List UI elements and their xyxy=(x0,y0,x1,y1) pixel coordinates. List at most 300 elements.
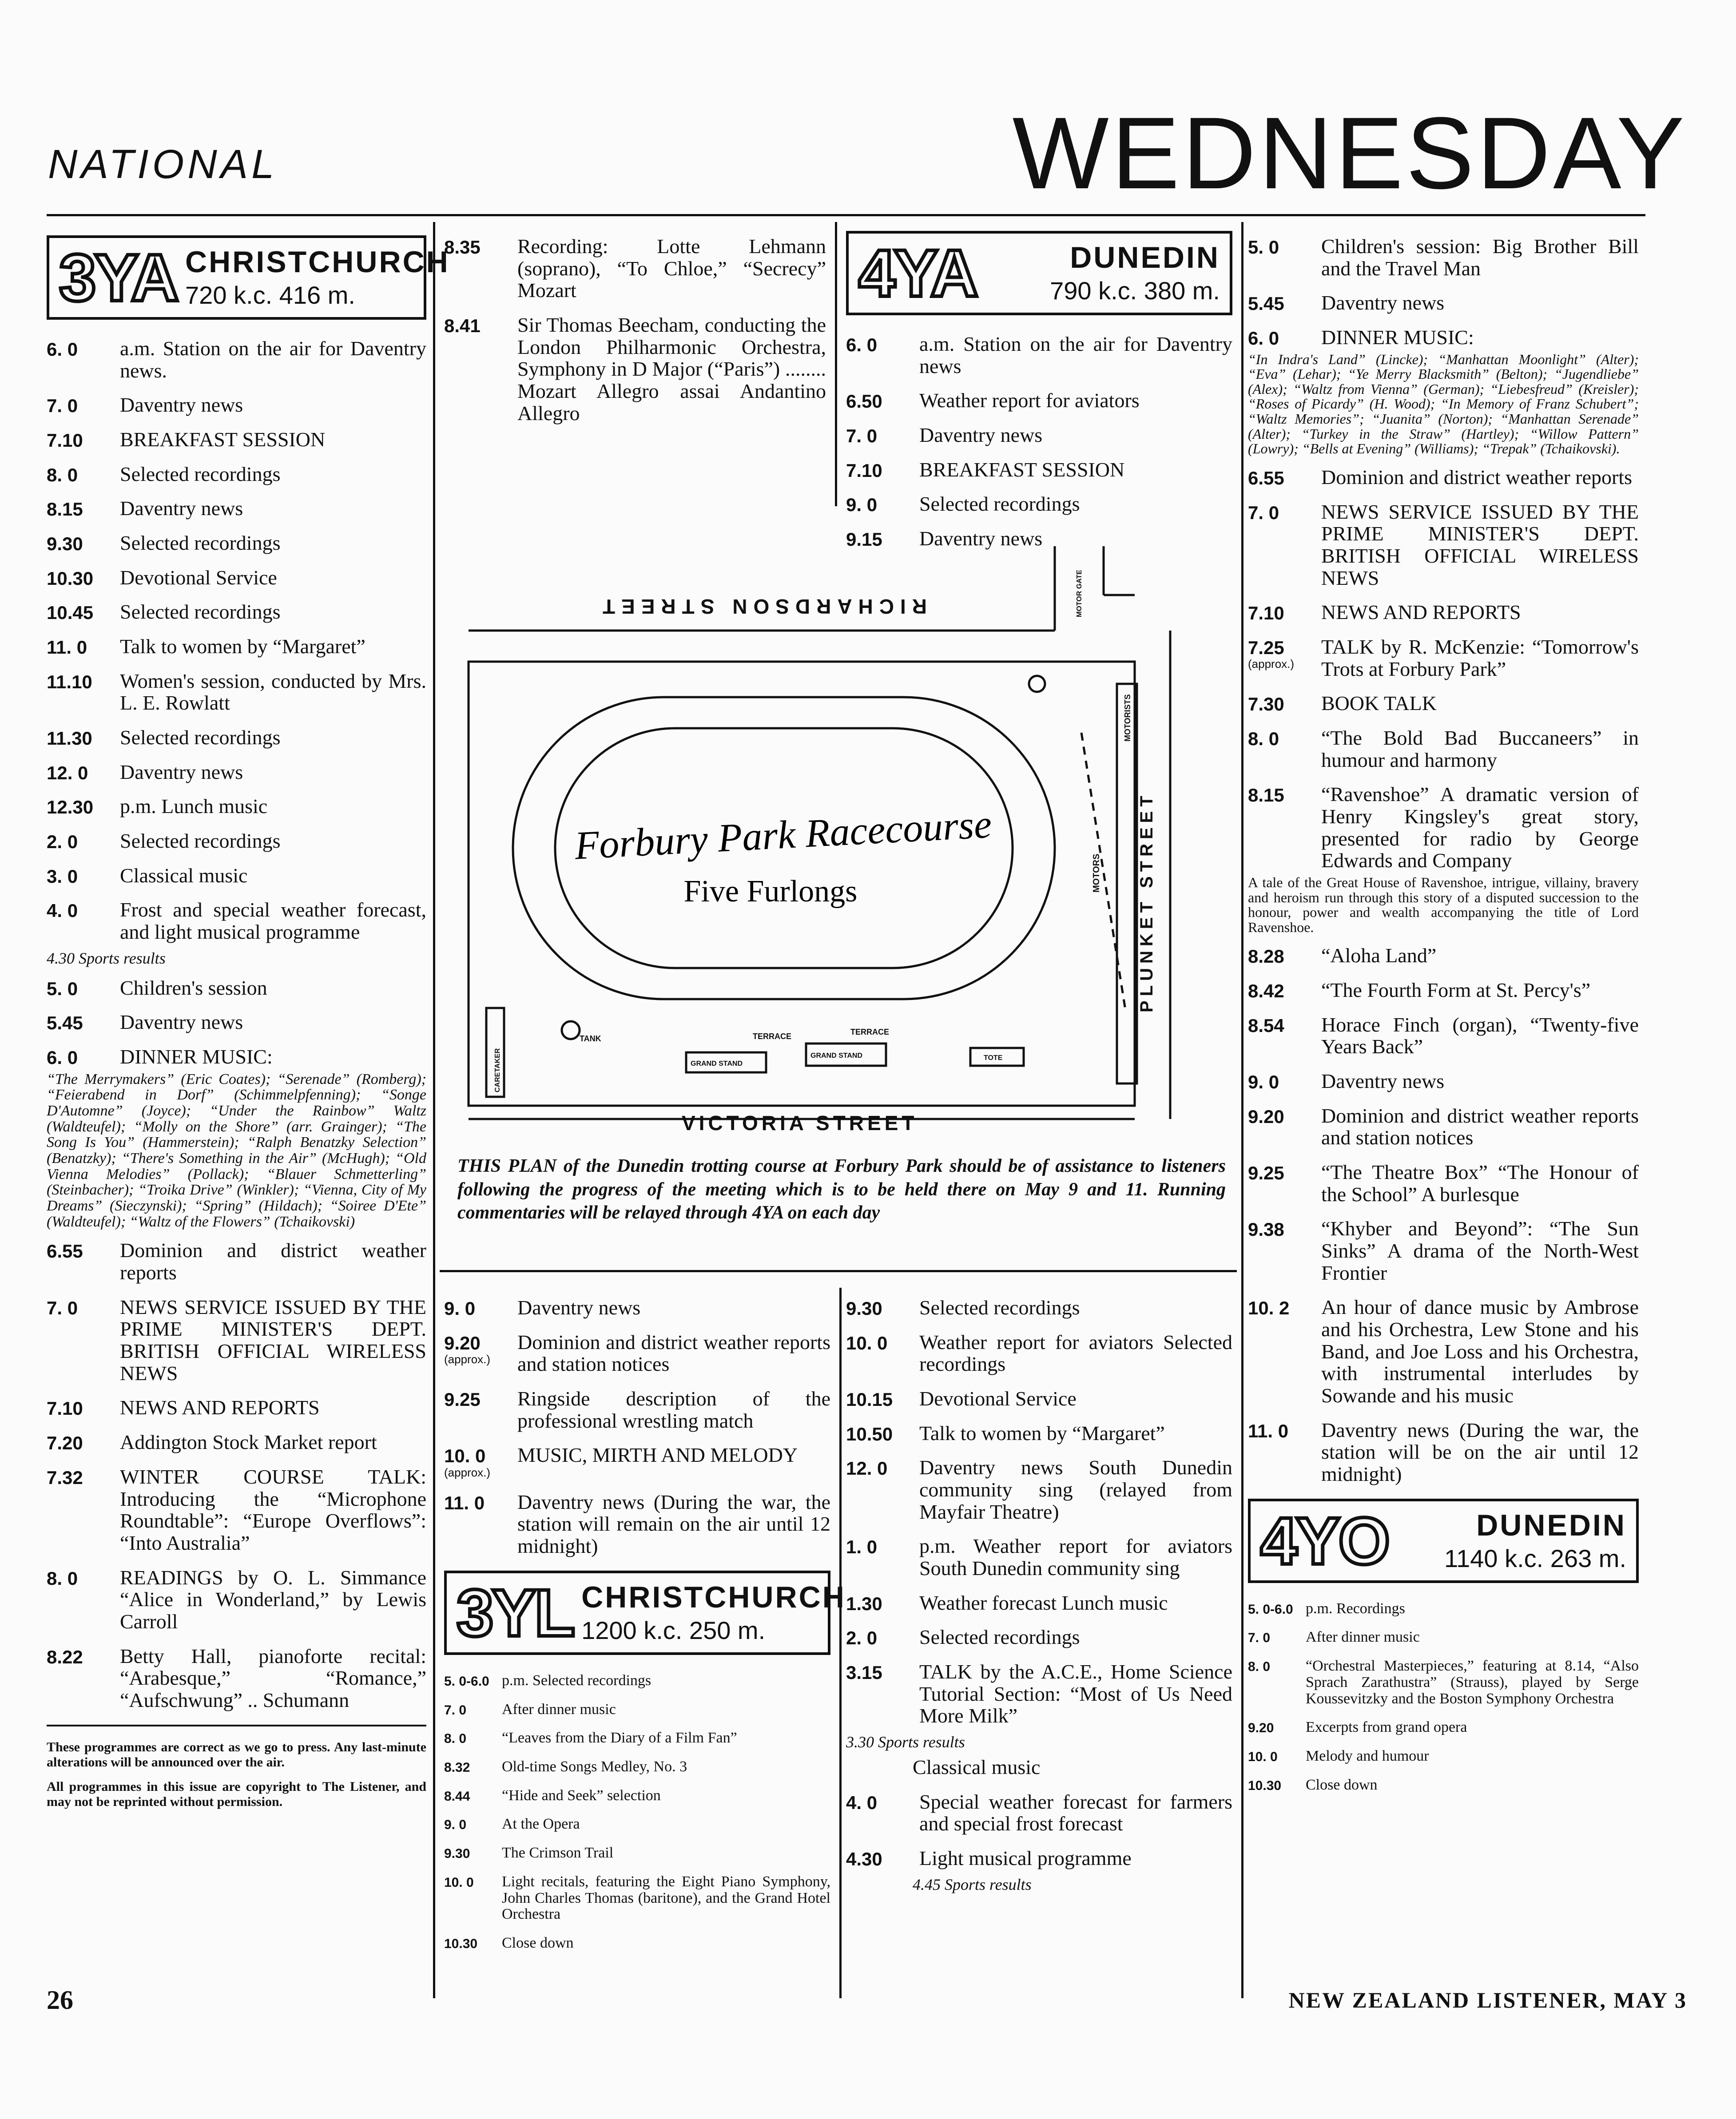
station-call: 3YL xyxy=(457,1575,574,1650)
entry-time: 8.44 xyxy=(444,1789,470,1804)
schedule-entry xyxy=(846,1535,1232,1579)
schedule-entry xyxy=(47,899,426,943)
map-subtitle: Five Furlongs xyxy=(683,874,858,909)
station-frequency: 1140 k.c. 263 m. xyxy=(1444,1544,1626,1573)
entry-description: Dominion and district weather reports and station notices xyxy=(1321,1104,1639,1149)
entry-description: MUSIC, MIRTH AND MELODY xyxy=(517,1444,798,1467)
entry-time: 1.30 xyxy=(846,1593,882,1614)
schedule-entry xyxy=(47,1645,426,1711)
entry-description: Talk to women by “Margaret” xyxy=(120,635,365,658)
entry-time: 10. 0 xyxy=(846,1332,888,1353)
schedule-entry xyxy=(47,567,426,589)
schedule-entry xyxy=(846,1847,1232,1869)
schedule-entry xyxy=(1248,1014,1639,1058)
schedule-entry xyxy=(47,761,426,783)
station-call: 3YA xyxy=(59,240,178,315)
schedule-list xyxy=(47,977,426,1068)
entry-time: 3.15 xyxy=(846,1662,882,1683)
entry-time: 9.25 xyxy=(1248,1163,1284,1183)
entry-description: Devotional Service xyxy=(919,1387,1077,1410)
schedule-entry xyxy=(47,497,426,520)
entry-time: 6. 0 xyxy=(47,339,78,360)
entry-time: 5. 0-6.0 xyxy=(444,1674,489,1689)
schedule-entry xyxy=(444,1388,830,1432)
entry-description: Selected recordings xyxy=(919,492,1080,516)
entry-description: Daventry news xyxy=(919,424,1043,447)
entry-description: Dominion and district weather reports and station notices xyxy=(517,1330,830,1376)
entry-time: 10.30 xyxy=(1248,1778,1282,1793)
entry-time: 9.30 xyxy=(444,1846,470,1861)
entry-description: After dinner music xyxy=(502,1701,616,1718)
schedule-entry xyxy=(47,865,426,887)
entry-description: Classical music xyxy=(120,864,248,887)
entry-time: 9. 0 xyxy=(846,494,878,516)
schedule-entry xyxy=(1248,1748,1639,1765)
entry-time: 7. 0 xyxy=(1248,1631,1271,1646)
entry-time: 7.32 xyxy=(47,1467,83,1488)
schedule-entry xyxy=(47,1296,426,1385)
entry-description: NEWS AND REPORTS xyxy=(120,1396,320,1419)
schedule-entry xyxy=(47,830,426,852)
entry-time: 7. 0 xyxy=(47,395,78,417)
entry-description: a.m. Station on the air for Daventry news. xyxy=(120,337,426,382)
schedule-entry xyxy=(47,1046,426,1068)
schedule-entry xyxy=(47,1239,426,1283)
entry-time: 11. 0 xyxy=(47,637,87,658)
schedule-entry xyxy=(846,424,1232,446)
schedule-entry xyxy=(846,493,1232,515)
entry-time: 7.10 xyxy=(846,460,882,481)
entry-description: Selected recordings xyxy=(120,462,281,485)
entry-time: 7.10 xyxy=(47,1398,83,1419)
entry-time: 6.50 xyxy=(846,391,882,412)
entry-description: Daventry news xyxy=(919,527,1043,550)
entry-time: 8.15 xyxy=(47,499,83,520)
entry-description: Children's session xyxy=(120,976,267,999)
day-title: WEDNESDAY xyxy=(1012,96,1687,210)
schedule-entry xyxy=(846,389,1232,412)
schedule-entry xyxy=(846,1661,1232,1727)
schedule-entry xyxy=(444,1759,830,1775)
plunket-street-label: PLUNKET STREET xyxy=(1137,791,1156,1012)
entry-time: 10. 0 xyxy=(444,1875,474,1890)
entry-time: 11. 0 xyxy=(444,1492,485,1513)
entry-time: 12. 0 xyxy=(47,762,88,783)
schedule-entry xyxy=(444,1935,830,1952)
publication-line: NEW ZEALAND LISTENER, MAY 3 xyxy=(1288,1988,1687,2012)
entry-description: BREAKFAST SESSION xyxy=(919,458,1125,481)
entry-time: 9.15 xyxy=(846,529,882,550)
entry-description: NEWS AND REPORTS xyxy=(1321,601,1521,624)
entry-description: After dinner music xyxy=(1306,1629,1420,1646)
schedule-entry xyxy=(1248,466,1639,488)
classical-music: Classical music xyxy=(913,1755,1041,1778)
schedule-entry xyxy=(47,429,426,451)
tank-2 xyxy=(1029,676,1045,692)
entry-time: 7.30 xyxy=(1248,694,1284,715)
entry-description: a.m. Station on the air for Daventry news xyxy=(919,333,1232,377)
entry-description: p.m. Weather report for aviators South Dunedin community sing xyxy=(919,1535,1232,1580)
entry-time: 10.30 xyxy=(47,567,94,589)
schedule-list xyxy=(846,1791,1232,1869)
entry-time xyxy=(1248,636,1321,680)
entry-description: Daventry news South Dunedin community sing (relayed from Mayfair Theatre) xyxy=(919,1456,1232,1523)
schedule-entry xyxy=(1248,235,1639,279)
schedule-list xyxy=(47,337,426,943)
entry-description: Addington Stock Market report xyxy=(120,1431,377,1454)
station-frequency: 790 k.c. 380 m. xyxy=(1050,277,1220,305)
entry-time: 8.42 xyxy=(1248,980,1284,1001)
schedule-entry xyxy=(47,601,426,623)
terrace-label: TERRACE xyxy=(850,1028,890,1036)
entry-time: 6. 0 xyxy=(846,334,878,355)
racecourse-map xyxy=(460,546,1228,1137)
schedule-list xyxy=(444,1673,830,1952)
station-frequency: 1200 k.c. 250 m. xyxy=(581,1616,766,1645)
entry-time: 12.30 xyxy=(47,797,94,818)
entry-time: 9.25 xyxy=(444,1389,481,1410)
entry-description: Children's session: Big Brother Bill and the Travel Man xyxy=(1321,235,1639,280)
schedule-entry xyxy=(47,795,426,817)
schedule-entry xyxy=(444,1816,830,1833)
schedule-entry xyxy=(47,635,426,658)
entry-time: 9. 0 xyxy=(1248,1071,1279,1092)
sports-note: 4.45 Sports results xyxy=(913,1875,1032,1893)
entry-description: Daventry news xyxy=(517,1296,641,1319)
schedule-entry xyxy=(846,1456,1232,1523)
schedule-list xyxy=(444,1297,830,1557)
entry-time: 8. 0 xyxy=(47,464,78,485)
schedule-entry xyxy=(1248,1419,1639,1485)
notice-correct: These programmes are correct as we go to press. Any last-minute alterations will be announced over the air. xyxy=(47,1739,426,1770)
entry-time: 8.28 xyxy=(1248,946,1284,967)
schedule-entry xyxy=(47,394,426,416)
entry-description: Daventry news xyxy=(120,393,243,417)
entry-time: 7. 0 xyxy=(1248,502,1279,523)
entry-time: 5. 0 xyxy=(1248,237,1279,258)
schedule-list xyxy=(1248,235,1639,349)
entry-description: TALK by the A.C.E., Home Science Tutorial Section: “Most of Us Need More Milk” xyxy=(919,1660,1232,1727)
entry-description: Recording: Lotte Lehmann (soprano), “To Chloe,” “Secrecy” Mozart xyxy=(517,235,826,302)
entry-description: Old-time Songs Medley, No. 3 xyxy=(502,1758,687,1775)
entry-time: 4.30 xyxy=(846,1848,882,1869)
schedule-entry xyxy=(846,459,1232,481)
schedule-entry xyxy=(47,463,426,485)
schedule-entry xyxy=(1248,1777,1639,1794)
schedule-entry xyxy=(1248,783,1639,872)
entry-time: 7. 0 xyxy=(47,1297,78,1318)
entry-time-value: 9.20 xyxy=(444,1332,481,1353)
schedule-entry xyxy=(1248,601,1639,623)
schedule-list xyxy=(47,1239,426,1711)
entry-description: Close down xyxy=(502,1935,574,1951)
station-box-3yl xyxy=(444,1571,846,1655)
schedule-entry xyxy=(444,1874,830,1923)
schedule-entry xyxy=(846,333,1232,377)
entry-description: p.m. Selected recordings xyxy=(502,1672,651,1689)
entry-time: 11.30 xyxy=(47,728,92,749)
victoria-street-label: VICTORIA STREET xyxy=(682,1111,918,1135)
schedule-entry xyxy=(846,1592,1232,1614)
entry-time: 10.45 xyxy=(47,602,94,623)
entry-time: 8. 0 xyxy=(47,1567,78,1589)
schedule-entry xyxy=(47,670,426,714)
schedule-entry xyxy=(444,1788,830,1804)
notice-copyright: All programmes in this issue are copyright to The Listener, and may not be reprinted without permission. xyxy=(47,1779,426,1809)
station-city: DUNEDIN xyxy=(1070,241,1220,275)
dinner-music-list: “The Merrymakers” (Eric Coates); “Serenade” (Romberg); “Feierabend in Dorf” (Schimmelpfenning); “Songe D'Automne” (Joyce); “Under the Rainbow” Waltz (Waldteufel); “Molly on the Shore” (arr. Grainger); “The Song Is You” (Hammerstein); “Ralph Benatzky Selection” (Benatzky); “There's Something in the Air” (McHugh); “Old Vienna Melodies” (Pollack); “Blauer Schmetterling” (Steinbacher); “Troika Drive” (Winkler); “Vienna, City of My Dreams” (Sieczynski); “Spring” (Hildach); “Soiree D'Ete” (Waldteufel); “Waltz of the Flowers” (Tchaikovski) xyxy=(47,1071,426,1230)
entry-description: BREAKFAST SESSION xyxy=(120,428,326,451)
entry-description: p.m. Recordings xyxy=(1306,1600,1405,1617)
entry-description: Daventry news xyxy=(1321,291,1445,314)
entry-description: “Orchestral Masterpieces,” featuring at 8.14, “Also Sprach Zarathustra” (Strauss), played by Serge Koussevitzky and the Boston Symphony Orchestra xyxy=(1306,1658,1639,1707)
entry-description: Close down xyxy=(1306,1776,1378,1793)
entry-description: “Ravenshoe” A dramatic version of Henry Kingsley's great story, presented for radio by George Edwards and Company xyxy=(1321,783,1639,872)
entry-description: Frost and special weather forecast, and light musical programme xyxy=(120,898,426,944)
entry-description: Weather report for aviators Selected recordings xyxy=(919,1330,1232,1376)
schedule-list xyxy=(846,1297,1232,1727)
tank-label: TANK xyxy=(580,1034,601,1043)
page-number: 26 xyxy=(47,1985,73,2015)
schedule-entry xyxy=(444,1491,830,1557)
motors-label: MOTORS xyxy=(1092,853,1101,893)
schedule-entry xyxy=(444,1702,830,1718)
schedule-entry xyxy=(1248,979,1639,1001)
motor-gate-label: MOTOR GATE xyxy=(1076,570,1083,617)
header-rule xyxy=(47,214,1645,216)
schedule-entry xyxy=(1248,944,1639,967)
entry-description: Talk to women by “Margaret” xyxy=(919,1421,1165,1444)
schedule-entry xyxy=(47,726,426,749)
column-4ya-evening xyxy=(1248,235,1639,1806)
schedule-entry xyxy=(47,1011,426,1033)
approx-label: (approx.) xyxy=(444,1353,491,1366)
caretaker-label: CARETAKER xyxy=(494,1048,501,1092)
entry-time-value: 7.25 xyxy=(1248,637,1284,658)
entry-time: 2. 0 xyxy=(47,831,78,853)
entry-description: Sir Thomas Beecham, conducting the London Philharmonic Orchestra, Symphony in D Major (“Paris”) ........ Mozart Allegro assai Andantino Allegro xyxy=(517,313,826,425)
section-label: NATIONAL xyxy=(48,142,278,187)
entry-time: 8.41 xyxy=(444,315,481,337)
entry-time: 9.30 xyxy=(846,1298,882,1319)
entry-time: 8.54 xyxy=(1248,1015,1284,1036)
entry-time xyxy=(444,1331,517,1375)
schedule-list xyxy=(1248,944,1639,1485)
station-call: 4YA xyxy=(858,236,977,310)
entry-description: p.m. Lunch music xyxy=(120,795,268,818)
station-box-4yo xyxy=(1248,1499,1639,1583)
entry-description: “The Fourth Form at St. Percy's” xyxy=(1321,978,1591,1001)
schedule-list xyxy=(846,333,1232,550)
entry-description: Selected recordings xyxy=(120,532,281,555)
entry-description: Daventry news (During the war, the station will remain on the air until 12 midnight) xyxy=(517,1490,830,1558)
entry-description: Excerpts from grand opera xyxy=(1306,1719,1467,1736)
entry-time: 8. 0 xyxy=(1248,728,1279,749)
entry-time: 5.45 xyxy=(1248,293,1284,314)
entry-description: DINNER MUSIC: xyxy=(1321,326,1474,349)
entry-description: Weather forecast Lunch music xyxy=(919,1591,1168,1614)
schedule-list xyxy=(444,235,826,424)
entry-time: 9. 0 xyxy=(444,1817,467,1833)
station-city: CHRISTCHURCH xyxy=(581,1580,846,1614)
schedule-entry xyxy=(1248,1629,1639,1646)
entry-time: 9.30 xyxy=(47,533,83,555)
entry-time xyxy=(444,1444,517,1478)
sports-note: 4.30 Sports results xyxy=(47,949,166,967)
entry-time: 6. 0 xyxy=(47,1047,78,1068)
entry-time: 10. 0 xyxy=(1248,1750,1278,1765)
entry-description: An hour of dance music by Ambrose and his Orchestra, Lew Stone and his Band, and Joe Loss and his Orchestra, with instrumental interludes by Sowande and his music xyxy=(1321,1296,1639,1407)
map-title: Forbury Park Racecourse xyxy=(573,802,993,868)
entry-time: 8.35 xyxy=(444,237,481,258)
schedule-entry xyxy=(1248,1161,1639,1205)
entry-time: 7.20 xyxy=(47,1433,83,1454)
station-city: CHRISTCHURCH xyxy=(185,245,450,279)
entry-description: “The Bold Bad Buccaneers” in humour and harmony xyxy=(1321,726,1639,771)
entry-time: 6.55 xyxy=(1248,467,1284,488)
station-frequency: 720 k.c. 416 m. xyxy=(185,281,355,310)
entry-description: Horace Finch (organ), “Twenty-five Years Back” xyxy=(1321,1013,1639,1058)
entry-time: 10.50 xyxy=(846,1423,893,1444)
entry-time: 8. 0 xyxy=(1248,1659,1271,1675)
entry-description: BOOK TALK xyxy=(1321,692,1437,715)
entry-description: Selected recordings xyxy=(919,1296,1080,1319)
tank-1 xyxy=(562,1021,580,1039)
entry-time: 6.55 xyxy=(47,1241,83,1262)
entry-time: 9.20 xyxy=(1248,1721,1274,1736)
approx-label: (approx.) xyxy=(1248,657,1295,671)
entry-time: 10. 2 xyxy=(1248,1298,1290,1319)
entry-time: 12. 0 xyxy=(846,1458,888,1479)
entry-time: 10.15 xyxy=(846,1389,893,1410)
schedule-entry xyxy=(1248,727,1639,771)
map-bottom-rule xyxy=(440,1270,1237,1272)
entry-description: DINNER MUSIC: xyxy=(120,1045,273,1068)
entry-description: Ringside description of the professional wrestling match xyxy=(517,1387,830,1432)
column-rule xyxy=(433,222,435,1998)
column-3ya xyxy=(47,235,450,1810)
entry-description: “Aloha Land” xyxy=(1321,944,1437,967)
column-rule xyxy=(1241,222,1243,1998)
column-3ya-continued xyxy=(444,235,826,436)
terrace-label: TERRACE xyxy=(753,1032,792,1041)
schedule-entry xyxy=(444,235,826,302)
entry-description: “The Theatre Box” “The Honour of the School” A burlesque xyxy=(1321,1161,1639,1206)
column-4ya xyxy=(846,231,1232,562)
column-4ya-day xyxy=(846,1297,1232,1903)
entry-time: 6. 0 xyxy=(1248,328,1279,349)
entry-time: 3. 0 xyxy=(47,865,78,887)
approx-label: (approx.) xyxy=(444,1465,491,1479)
entry-description: Daventry news (During the war, the station will be on the air until 12 midnight) xyxy=(1321,1418,1639,1486)
tote-label: TOTE xyxy=(984,1054,1003,1062)
schedule-entry xyxy=(846,1422,1232,1444)
entry-description: WINTER COURSE TALK: Introducing the “Microphone Roundtable”: “Europe Overflows”: “Into Australia” xyxy=(120,1465,426,1554)
entry-time: 4. 0 xyxy=(846,1792,878,1813)
entry-time: 5. 0 xyxy=(47,978,78,999)
entry-description: READINGS by O. L. Simmance “Alice in Wonderland,” by Lewis Carroll xyxy=(120,1566,426,1633)
dinner-music-list: “In Indra's Land” (Lincke); “Manhattan Moonlight” (Alter); “Eva” (Lehar); “Ye Merry Blacksmith” (Belton); “Jugendliebe” (Alex); “Waltz from Vienna” (German); “Liebesfreud” (Kreisler); “Roses of Picardy” (H. Wood); “In Memory of Franz Schubert”; “Waltz Memories”; “Juanita” (Norton); “Manhattan Serenade” (Alter); “Turkey in the Straw” (Hartley); “Willow Pattern” (Lowry); “Bells at Evening” (Williams); “Trepak” (Tchaikovski). xyxy=(1248,351,1639,457)
schedule-entry xyxy=(47,1397,426,1419)
entry-time: 11.10 xyxy=(47,671,92,692)
entry-description: The Crimson Trail xyxy=(502,1845,614,1861)
schedule-entry xyxy=(1248,326,1639,349)
schedule-entry xyxy=(1248,1296,1639,1406)
schedule-entry xyxy=(444,314,826,424)
entry-time: 8.32 xyxy=(444,1760,470,1775)
schedule-entry xyxy=(444,1444,830,1478)
entry-description: Dominion and district weather reports xyxy=(120,1239,426,1284)
richardson-street-label: RICHARDSON STREET xyxy=(596,595,927,618)
schedule-entry xyxy=(47,1567,426,1633)
schedule-entry xyxy=(846,1626,1232,1648)
notices xyxy=(47,1725,426,1810)
entry-description: Daventry news xyxy=(120,497,243,520)
entry-time-value: 10. 0 xyxy=(444,1445,486,1467)
schedule-entry xyxy=(1248,292,1639,314)
schedule-entry xyxy=(1248,501,1639,589)
schedule-entry xyxy=(1248,1105,1639,1149)
schedule-list xyxy=(1248,1601,1639,1794)
entry-time: 7. 0 xyxy=(444,1702,467,1718)
schedule-entry xyxy=(1248,1070,1639,1092)
entry-description: At the Opera xyxy=(502,1816,580,1833)
grandstand-label: GRAND STAND xyxy=(691,1060,743,1067)
entry-time: 8.22 xyxy=(47,1646,83,1667)
entry-description: Special weather forecast for farmers and special frost forecast xyxy=(919,1790,1232,1835)
schedule-entry xyxy=(1248,1719,1639,1736)
entry-description: Selected recordings xyxy=(120,726,281,749)
motorists-label: MOTORISTS xyxy=(1123,694,1132,742)
schedule-entry xyxy=(1248,636,1639,680)
column-rule xyxy=(835,222,837,506)
entry-description: Light musical programme xyxy=(919,1846,1132,1869)
schedule-entry xyxy=(444,1673,830,1689)
entry-description: TALK by R. McKenzie: “Tomorrow's Trots at Forbury Park” xyxy=(1321,635,1639,680)
schedule-entry xyxy=(444,1297,830,1319)
entry-time: 1. 0 xyxy=(846,1536,878,1558)
entry-description: Weather report for aviators xyxy=(919,389,1140,412)
entry-time: 9.38 xyxy=(1248,1219,1284,1240)
entry-description: Devotional Service xyxy=(120,566,277,589)
station-box-3ya xyxy=(47,235,450,320)
entry-description: Women's session, conducted by Mrs. L. E. Rowlatt xyxy=(120,669,426,714)
ravenshoe-note: A tale of the Great House of Ravenshoe, intrigue, villainy, bravery and heroism run through this story of a disputed succession to the honour, power and wealth accompanying the title of Lord Ravenshoe. xyxy=(1248,874,1639,935)
grandstand-label: GRAND STAND xyxy=(810,1052,863,1060)
entry-description: Selected recordings xyxy=(120,600,281,623)
schedule-entry xyxy=(444,1730,830,1746)
entry-time: 8.15 xyxy=(1248,785,1284,806)
schedule-list xyxy=(1248,466,1639,872)
station-box-4ya xyxy=(846,231,1232,315)
schedule-entry xyxy=(47,977,426,999)
entry-description: Dominion and district weather reports xyxy=(1321,465,1633,488)
schedule-entry xyxy=(846,1791,1232,1835)
entry-description: Daventry news xyxy=(120,760,243,783)
entry-time: 2. 0 xyxy=(846,1627,878,1649)
entry-time: 9. 0 xyxy=(444,1298,476,1319)
entry-description: Daventry news xyxy=(120,1011,243,1034)
station-city: DUNEDIN xyxy=(1476,1508,1626,1542)
entry-time: 10.30 xyxy=(444,1936,478,1951)
entry-description: NEWS SERVICE ISSUED BY THE PRIME MINISTER'S DEPT. BRITISH OFFICIAL WIRELESS NEWS xyxy=(1321,500,1639,589)
map-caption: THIS PLAN of the Dunedin trotting course at Forbury Park should be of assistance to listeners following the progress of the meeting which is to be held there on May 9 and 11. Running commentaries will be relayed through 4YA on each day xyxy=(457,1156,1226,1223)
entry-description: Daventry news xyxy=(1321,1069,1445,1092)
station-call: 4YO xyxy=(1260,1503,1389,1578)
entry-description: NEWS SERVICE ISSUED BY THE PRIME MINISTER'S DEPT. BRITISH OFFICIAL WIRELESS NEWS xyxy=(120,1295,426,1385)
entry-description: “Leaves from the Diary of a Film Fan” xyxy=(502,1730,737,1746)
schedule-entry xyxy=(846,1297,1232,1319)
